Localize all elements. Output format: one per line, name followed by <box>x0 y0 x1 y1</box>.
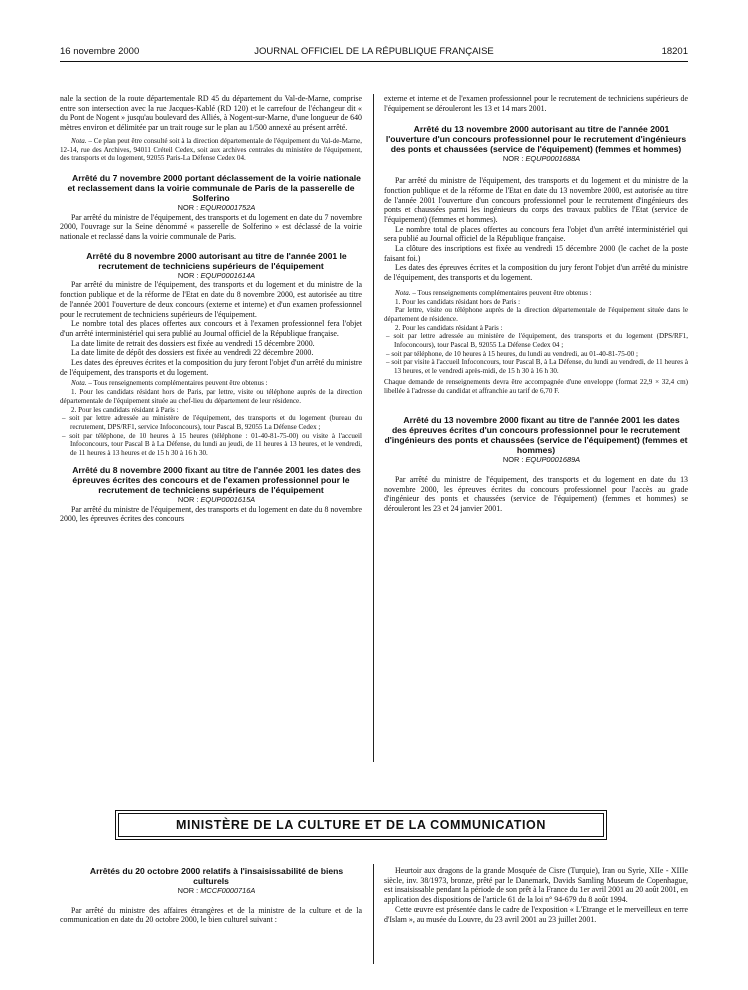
paragraph: Heurtoir aux dragons de la grande Mosquée de Cisre (Turquie), Iran ou Syrie, XIIe - XIIIe siècle, inv. 38/1973, bronze, prêté par le Danemark, Davids Samling Museum de Copenhague, est insaisissable pendant la période de son prêt à la France du 1er avril 2001 au 20 août 2001, en application des dispositions de l'article 61 de la loi n° 94-679 du 8 août 1994. <box>384 866 688 905</box>
note-item: 1. Pour les candidats résidant hors de Paris, par lettre, visite ou téléphone auprès de la direction départementale de l'équipement située au chef-lieu du département de leur résidence. <box>60 388 362 405</box>
article-title: Arrêté du 13 novembre 2000 fixant au titre de l'année 2001 les dates des épreuves écrites d'un concours professionnel pour le recrutement d'ingénieurs des ponts et chaussées (service de l'équipement) (femmes et hommes) <box>384 415 688 456</box>
page-header <box>60 46 688 60</box>
note <box>60 137 362 163</box>
note-item: – soit par lettre adressée au ministère de l'équipement, des transports et du logement (bureau du recrutement, DPS/RF1, service Infoconcours), tour Pascal B, 92055 La Défense Cedex ; <box>62 414 362 431</box>
paragraph: Le nombre total des places offertes aux concours et à l'examen professionnel fera l'objet d'un arrêté interministériel qui sera publié au Journal officiel de la République française. <box>60 319 362 338</box>
note: Nota. – Tous renseignements complémentaires peuvent être obtenus : <box>71 379 268 388</box>
note: Nota. – Tous renseignements complémentaires peuvent être obtenus : <box>395 288 592 297</box>
article-title: Arrêté du 8 novembre 2000 fixant au titre de l'année 2001 les dates des épreuves écrites des concours et de l'examen professionnel pour le recrutement de techniciens supérieurs de l'équipement <box>72 464 361 495</box>
paragraph: Par arrêté du ministre de l'équipement, des transports et du logement en date du 13 novembre 2000, les épreuves écrites du concours professionnel pour l'accès au grade d'ingénieur des ponts et chaussées (service de l'équipement) (femmes et hommes) se dérouleront les 23 et 24 janvier 2001. <box>384 474 688 514</box>
right-column <box>384 94 688 514</box>
nor-reference: NOR : EQUR0001752A <box>177 202 256 212</box>
nor-reference: NOR : MCCF0000716A <box>177 886 256 895</box>
paragraph: Par arrêté du ministre de l'équipement, des transports et du logement et du ministre de la fonction publique et de la réforme de l'Etat en date du 13 novembre 2000, est autorisée au titre de l'année 2001 l'ouverture d'un concours professionnel pour le recrutement d'ingénieurs des ponts et chaussées parmi les ingénieurs du corps des travaux publics de l'Etat (service de l'équipement) (femmes et hommes). <box>384 176 688 224</box>
nor-reference: NOR : EQUP0001615A <box>177 494 256 504</box>
paragraph: Les dates des épreuves écrites et la composition du jury feront l'objet d'un arrêté du ministre de l'équipement, des transports et du logement. <box>384 263 688 283</box>
header-date: 16 novembre 2000 <box>60 46 140 57</box>
paragraph: externe et interne et de l'examen professionnel pour le recrutement de techniciens supérieurs de l'équipement se dérouleront les 13 et 14 mars 2001. <box>384 94 688 113</box>
column-divider <box>373 864 374 964</box>
nor-reference: NOR : EQUP0001614A <box>177 270 256 280</box>
left-column <box>60 94 362 524</box>
note-item: Par lettre, visite ou téléphone auprès de la direction départementale de l'équipement située dans le département de résidence. <box>384 306 688 323</box>
header-journal-title: JOURNAL OFFICIEL DE LA RÉPUBLIQUE FRANÇAISE <box>254 46 494 57</box>
paragraph: Par arrêté du ministre de l'équipement, des transports et du logement en date du 8 novembre 2000, les épreuves écrites des concours <box>60 504 362 524</box>
paragraph: La date limite de dépôt des dossiers est fixée au vendredi 22 décembre 2000. <box>71 348 314 358</box>
bottom-right-column <box>384 866 688 924</box>
ministry-banner: MINISTÈRE DE LA CULTURE ET DE LA COMMUNICATION <box>118 813 604 837</box>
header-page-number: 18201 <box>661 46 688 57</box>
note-item: – soit par lettre adressée au ministère de l'équipement, des transports et du logement (DPS/RF1, Infoconcours), tour Pascal B, 92055 La Défense Cedex 04 ; <box>386 332 688 350</box>
paragraph: Par arrêté du ministre de l'équipement, des transports et du logement et du ministre de la fonction publique et de la réforme de l'Etat en date du 8 novembre 2000, est autorisée au titre de l'année 2001 l'ouverture de deux concours (externe et interne) et d'un examen professionnel pour le recrutement de techniciens supérieurs de l'équipement. <box>60 280 362 319</box>
paragraph: Cette œuvre est présentée dans le cadre de l'exposition « L'Etrange et le merveilleux en terre d'Islam », au musée du Louvre, du 23 avril 2001 au 23 juillet 2001. <box>384 904 688 924</box>
note-label: Nota. <box>71 136 87 145</box>
bottom-left-column <box>60 866 362 925</box>
note-item: 2. Pour les candidats résidant à Paris : <box>395 323 503 332</box>
paragraph: Par arrêté du ministre de l'équipement, des transports et du logement en date du 7 novembre 2000, l'ouvrage sur la Seine dénommé « passerelle de Solferino » est déclassé de la voirie nationale et reclassé dans la voirie communale de Paris. <box>60 212 362 242</box>
article-title: Arrêté du 13 novembre 2000 autorisant au titre de l'année 2001 l'ouverture d'un concours professionnel pour le recrutement d'ingénieurs des ponts et chaussées (service de l'équipement) (femmes et hommes) <box>385 124 687 155</box>
nor-reference: NOR : EQUP0001688A <box>502 154 581 164</box>
paragraph: Par arrêté du ministre des affaires étrangères et de la ministre de la culture et de la communication en date du 20 octobre 2000, le bien culturel suivant : <box>60 905 362 925</box>
note-item: – soit par téléphone, de 10 heures à 15 heures, du lundi au vendredi, au 01-40-81-75-00 ; <box>386 349 638 358</box>
paragraph: Les dates des épreuves écrites et la composition du jury feront l'objet d'un arrêté du ministre de l'équipement, des transports et du logement. <box>60 358 362 377</box>
paragraph: La clôture des inscriptions est fixée au vendredi 15 décembre 2000 (le cachet de la poste faisant foi.) <box>384 244 688 263</box>
note-item: – soit par téléphone, de 10 heures à 15 heures (téléphone : 01-40-81-75-00) ou visite à l'accueil Infoconcours, tour Pascal B à La Défense, du lundi au jeudi, de 11 heures à 13 heures, et le vendredi, de 11 heures à 13 heures et de 15 h 30 à 16 h 30. <box>62 431 362 458</box>
paragraph: La date limite de retrait des dossiers est fixée au vendredi 15 décembre 2000. <box>71 338 315 348</box>
article-title: Arrêté du 8 novembre 2000 autorisant au titre de l'année 2001 le recrutement de techniciens supérieurs de l'équipement <box>86 250 347 271</box>
article-title: Arrêtés du 20 octobre 2000 relatifs à l'insaisissabilité de biens culturels <box>89 866 344 886</box>
nor-reference: NOR : EQUP0001689A <box>502 455 581 465</box>
paragraph: Le nombre total de places offertes au concours fera l'objet d'un arrêté interministériel qui sera publié au Journal officiel de la République française. <box>384 224 688 244</box>
header-rule <box>60 61 688 62</box>
paragraph: nale la section de la route départementale RD 45 du département du Val-de-Marne, comprise entre son intersection avec la rue Jacques-Kablé (RD 120) et le carrefour de l'échangeur dit « du Pont de Nogent » jusqu'au boulevard des Alliés, à Nogent-sur-Marne, d'une longueur de 640 mètres environ et délimitée par un trait rouge sur le plan au 1/500 annexé au présent arrêté. <box>60 94 362 133</box>
note-item: – soit par visite à l'accueil Infoconcours, tour Pascal B, à La Défense, du lundi au vendredi, de 11 heures à 13 heures, et le vendredi après-midi, de 15 h 30 à 16 h 30. <box>386 358 688 376</box>
column-divider <box>373 94 374 762</box>
note-item: Chaque demande de renseignements devra être accompagnée d'une enveloppe (format 22,9 × 32,4 cm) libellée à l'adresse du candidat et affranchie au tarif de 6,70 F. <box>384 377 688 395</box>
note-item: 2. Pour les candidats résidant à Paris : <box>71 405 179 414</box>
note-text: – Ce plan peut être consulté soit à la direction départementale de l'équipement du Val-de-Marne, 12-14, rue des Archives, 94011 Créteil Cedex, soit aux archives centrales du ministère de l'équipement, des transports et du logement, 92055 Paris-La Défense Cedex 04. <box>60 136 362 163</box>
note-item: 1. Pour les candidats résidant hors de Paris : <box>395 297 521 306</box>
article-title: Arrêté du 7 novembre 2000 portant déclassement de la voirie nationale et reclassement dans la voirie communale de Paris de la passerelle de Solferino <box>67 172 361 203</box>
